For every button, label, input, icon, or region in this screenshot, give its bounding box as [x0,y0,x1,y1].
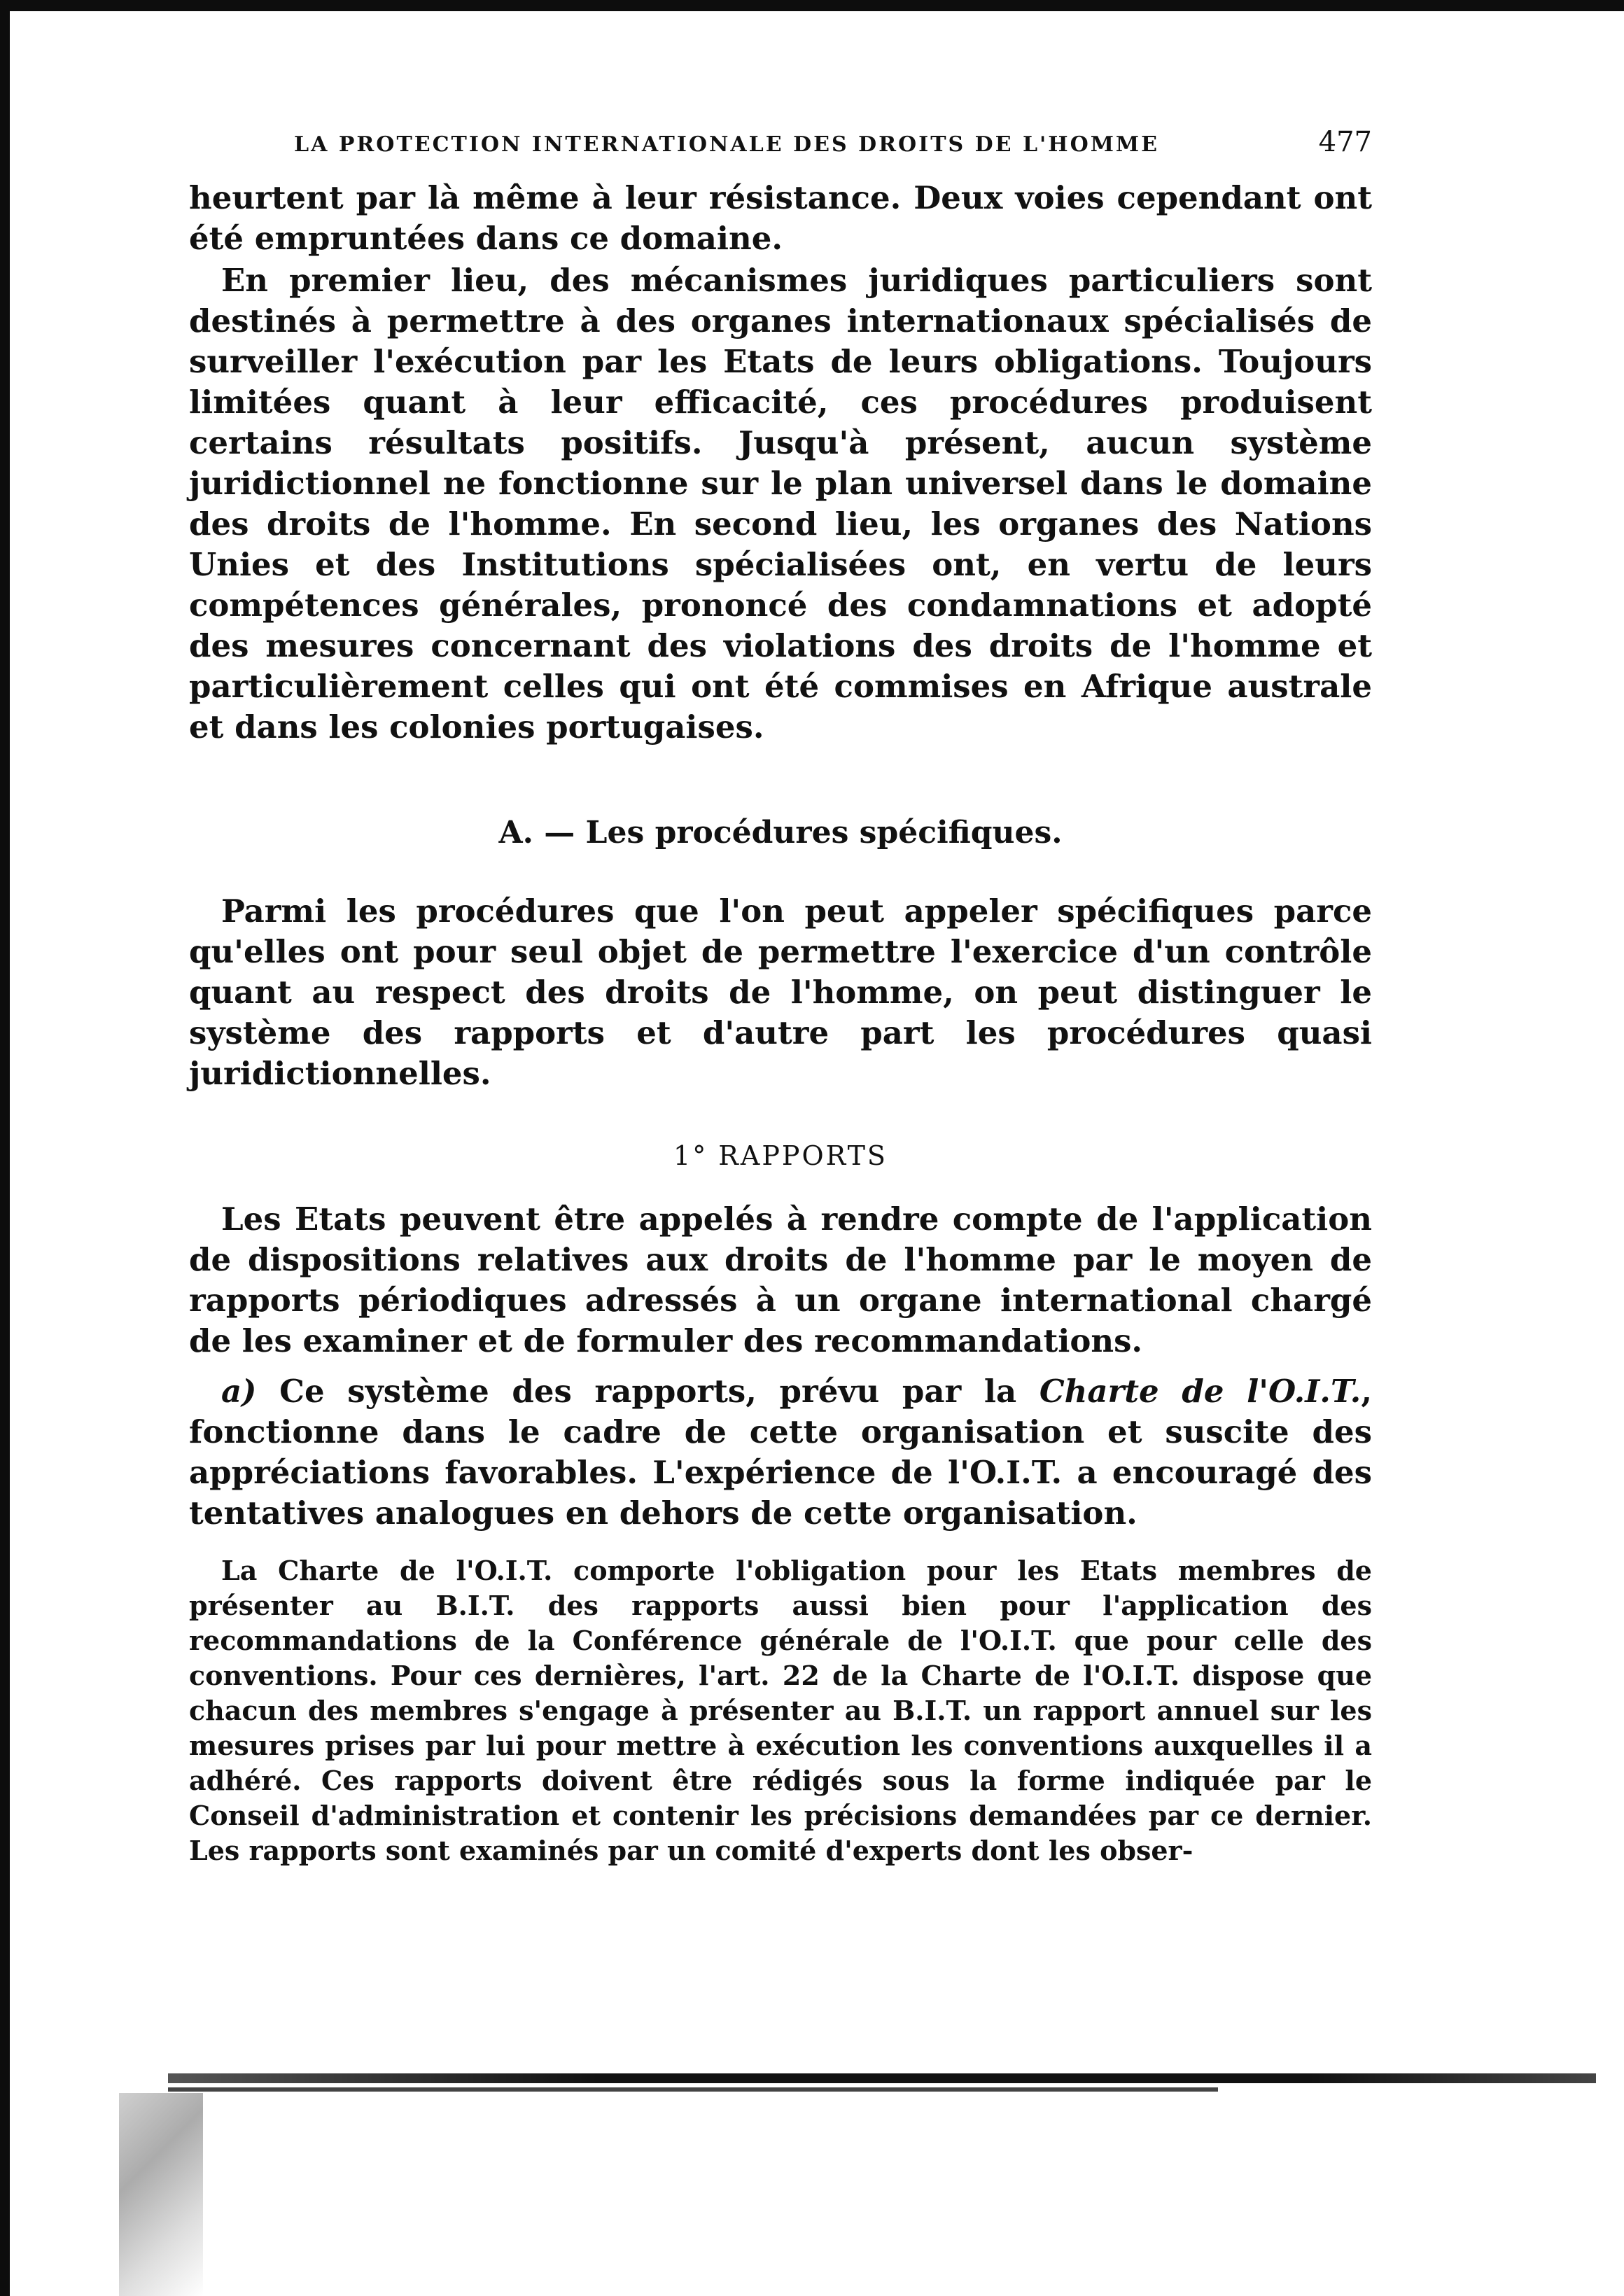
paragraph-oit-text-b: , fonctionne dans le cadre de cette organisation et suscite des appréciations favorables. L'expérience de l'O.I.T. a encouragé des tentatives analogues en dehors de cette organisation. [189,1373,1372,1532]
book-page [189,126,1372,1868]
running-head [294,126,1372,158]
note-paragraph: La Charte de l'O.I.T. comporte l'obligation pour les Etats membres de présenter au B.I.T. des rapports aussi bien pour l'application des recommandations de la Conférence générale de l'O.I.T. que pour celle des conventions. Pour ces dernières, l'art. 22 de la Charte de l'O.I.T. dispose que chacun des membres s'engage à présenter au B.I.T. un rapport annuel sur les mesures prises par lui pour mettre à exécution les conventions auxquelles il a adhéré. Ces rapports doivent être rédigés sous la forme indiquée par le Conseil d'administration et contenir les précisions demandées par ce dernier. Les rapports sont examinés par un comité d'experts dont les obser- [189,1555,1372,1866]
paragraph-specific-procedures: Parmi les procédures que l'on peut appeler spécifiques parce qu'elles ont pour seul objet de permettre l'exercice d'un contrôle quant au respect des droits de l'homme, on peut distinguer le système des rapports et d'autre part les procédures quasi juridictionnelles. [189,892,1372,1092]
item-marker: a) [221,1373,257,1410]
page-number: 477 [1318,126,1372,158]
scan-border-left [0,0,10,2296]
paragraph-oit-text-a: Ce système des rapports, prévu par la [256,1373,1040,1410]
paragraph-oit-italic: Charte de l'O.I.T. [1039,1373,1362,1410]
scan-corner-shadow [119,2093,203,2296]
sub-heading-rapports: 1° RAPPORTS [673,1140,888,1171]
paragraph-gap [189,1362,1372,1371]
section-heading: A. — Les procédures spécifiques. [498,815,1063,850]
paragraph-mechanisms: En premier lieu, des mécanismes juridiques particuliers sont destinés à permettre à des organes internationaux spécialisés de surveiller l'exécution par les Etats de leurs obligations. Toujours limitées quant à leur efficacité, ces procédures produisent certains résultats positifs. Jusqu'à présent, aucun système juridictionnel ne fonctionne sur le plan universel dans le domaine des droits de l'homme. En second lieu, les organes des Nations Unies et des Institutions spécialisées ont, en vertu de leurs compétences générales, prononcé des condamnations et adopté des mesures concernant des violations des droits de l'homme et particulièrement celles qui ont été commises en Afrique australe et dans les colonies portugaises. [189,262,1372,746]
paragraph-continuation: heurtent par là même à leur résistance. Deux voies cependant ont été empruntées dans ce domaine. [189,179,1372,257]
paragraph-reports: Les Etats peuvent être appelés à rendre compte de l'application de dispositions relatives aux droits de l'homme par le moyen de rapports périodiques adressés à un organe international chargé de les examiner et de formuler des recommandations. [189,1200,1372,1359]
running-title: LA PROTECTION INTERNATIONALE DES DROITS DE L'HOMME [294,132,1159,157]
scan-border-top [0,0,1624,11]
bottom-rule [168,2073,1596,2083]
bottom-rule-secondary [168,2087,1218,2092]
paragraph-oit [189,1371,1372,1534]
